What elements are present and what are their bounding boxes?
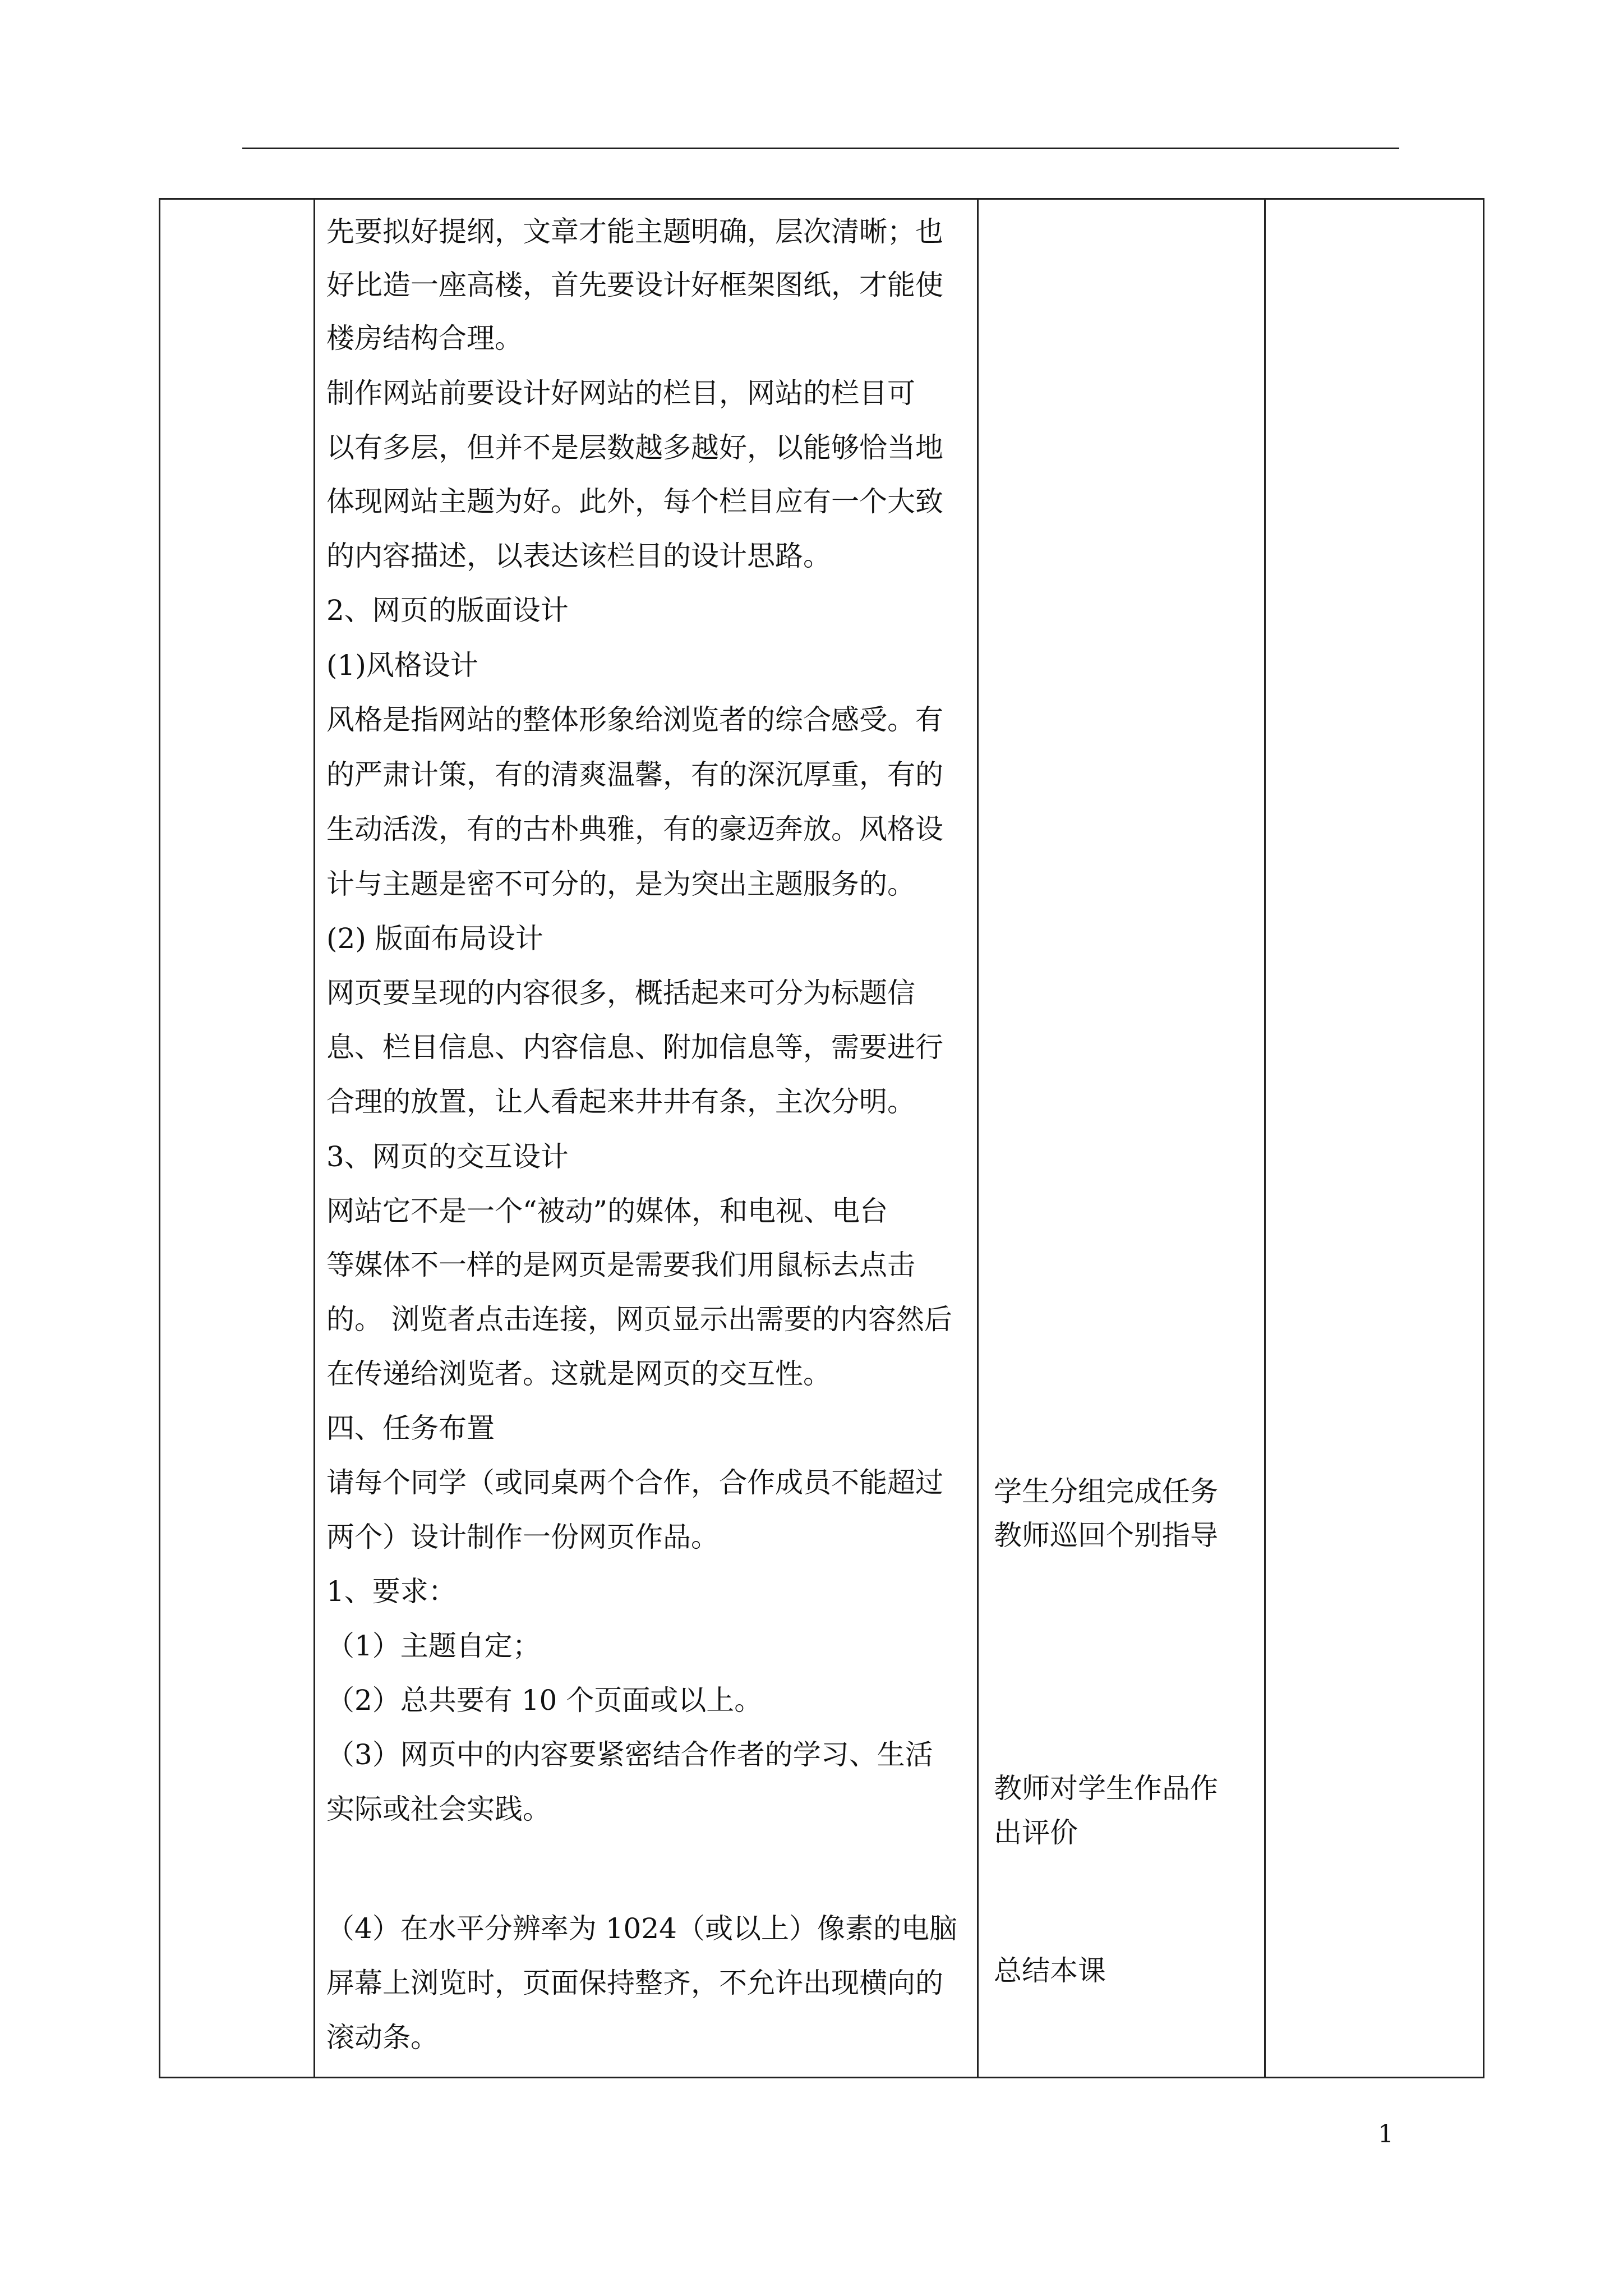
content-line: 制作网站前要设计好网站的栏目，网站的栏目可 [326, 377, 915, 409]
content-line: 的内容描述，以表达该栏目的设计思路。 [326, 540, 831, 572]
activity-line: 总结本课 [994, 1954, 1106, 1987]
header-rule [242, 148, 1399, 149]
content-line: （3）网页中的内容要紧密结合作者的学习、生活 [326, 1738, 933, 1771]
column-divider [1264, 200, 1266, 2077]
content-line: 滚动条。 [326, 2021, 439, 2054]
content-line: 两个）设计制作一份网页作品。 [326, 1521, 719, 1553]
content-line: 网页要呈现的内容很多，概括起来可分为标题信 [326, 977, 915, 1009]
content-line: 在传递给浏览者。这就是网页的交互性。 [326, 1358, 831, 1390]
content-line: 3、网页的交互设计 [326, 1140, 569, 1173]
lesson-plan-table [159, 198, 1484, 2078]
content-line: (2) 版面布局设计 [326, 922, 543, 955]
content-line: 体现网站主题为好。此外，每个栏目应有一个大致 [326, 485, 943, 518]
content-line: 1、要求： [326, 1575, 457, 1608]
content-line: （4）在水平分辨率为 1024（或以上）像素的电脑 [326, 1912, 957, 1945]
content-line: 屏幕上浏览时，页面保持整齐，不允许出现横向的 [326, 1967, 943, 1999]
content-line: 先要拟好提纲，文章才能主题明确，层次清晰；也 [326, 215, 943, 248]
content-line: 网站它不是一个“被动”的媒体，和电视、电台 [326, 1195, 888, 1227]
content-line: 2、网页的版面设计 [326, 594, 569, 627]
content-line: 生动活泼，有的古朴典雅，有的豪迈奔放。风格设 [326, 813, 943, 845]
content-line: 的严肃计策，有的清爽温馨，有的深沉厚重，有的 [326, 758, 943, 791]
content-line: 合理的放置，让人看起来井井有条，主次分明。 [326, 1085, 915, 1118]
content-line: 息、栏目信息、内容信息、附加信息等，需要进行 [326, 1031, 943, 1064]
content-line: 等媒体不一样的是网页是需要我们用鼠标去点击 [326, 1249, 915, 1281]
activity-line: 教师对学生作品作 [994, 1772, 1218, 1805]
column-divider [313, 200, 315, 2077]
activity-line: 学生分组完成任务 [994, 1475, 1218, 1508]
content-line: 实际或社会实践。 [326, 1793, 551, 1825]
content-line: 楼房结构合理。 [326, 322, 523, 355]
content-line: 风格是指网站的整体形象给浏览者的综合感受。有 [326, 703, 943, 736]
content-line: 以有多层，但并不是层数越多越好，以能够恰当地 [326, 431, 943, 464]
activity-line: 出评价 [994, 1816, 1078, 1849]
activity-line: 教师巡回个别指导 [994, 1519, 1218, 1552]
content-line: 计与主题是密不可分的，是为突出主题服务的。 [326, 868, 915, 900]
column-divider [977, 200, 979, 2077]
content-line: 好比造一座高楼，首先要设计好框架图纸，才能使 [326, 269, 943, 301]
content-line: 的。 浏览者点击连接，网页显示出需要的内容然后 [326, 1303, 952, 1336]
content-line: (1)风格设计 [326, 649, 478, 682]
content-line: （1）主题自定； [326, 1630, 541, 1662]
content-line: 四、任务布置 [326, 1412, 495, 1444]
content-line: （2）总共要有 10 个页面或以上。 [326, 1684, 763, 1717]
page-number: 1 [1378, 2120, 1394, 2148]
content-line: 请每个同学（或同桌两个合作，合作成员不能超过 [326, 1466, 943, 1499]
